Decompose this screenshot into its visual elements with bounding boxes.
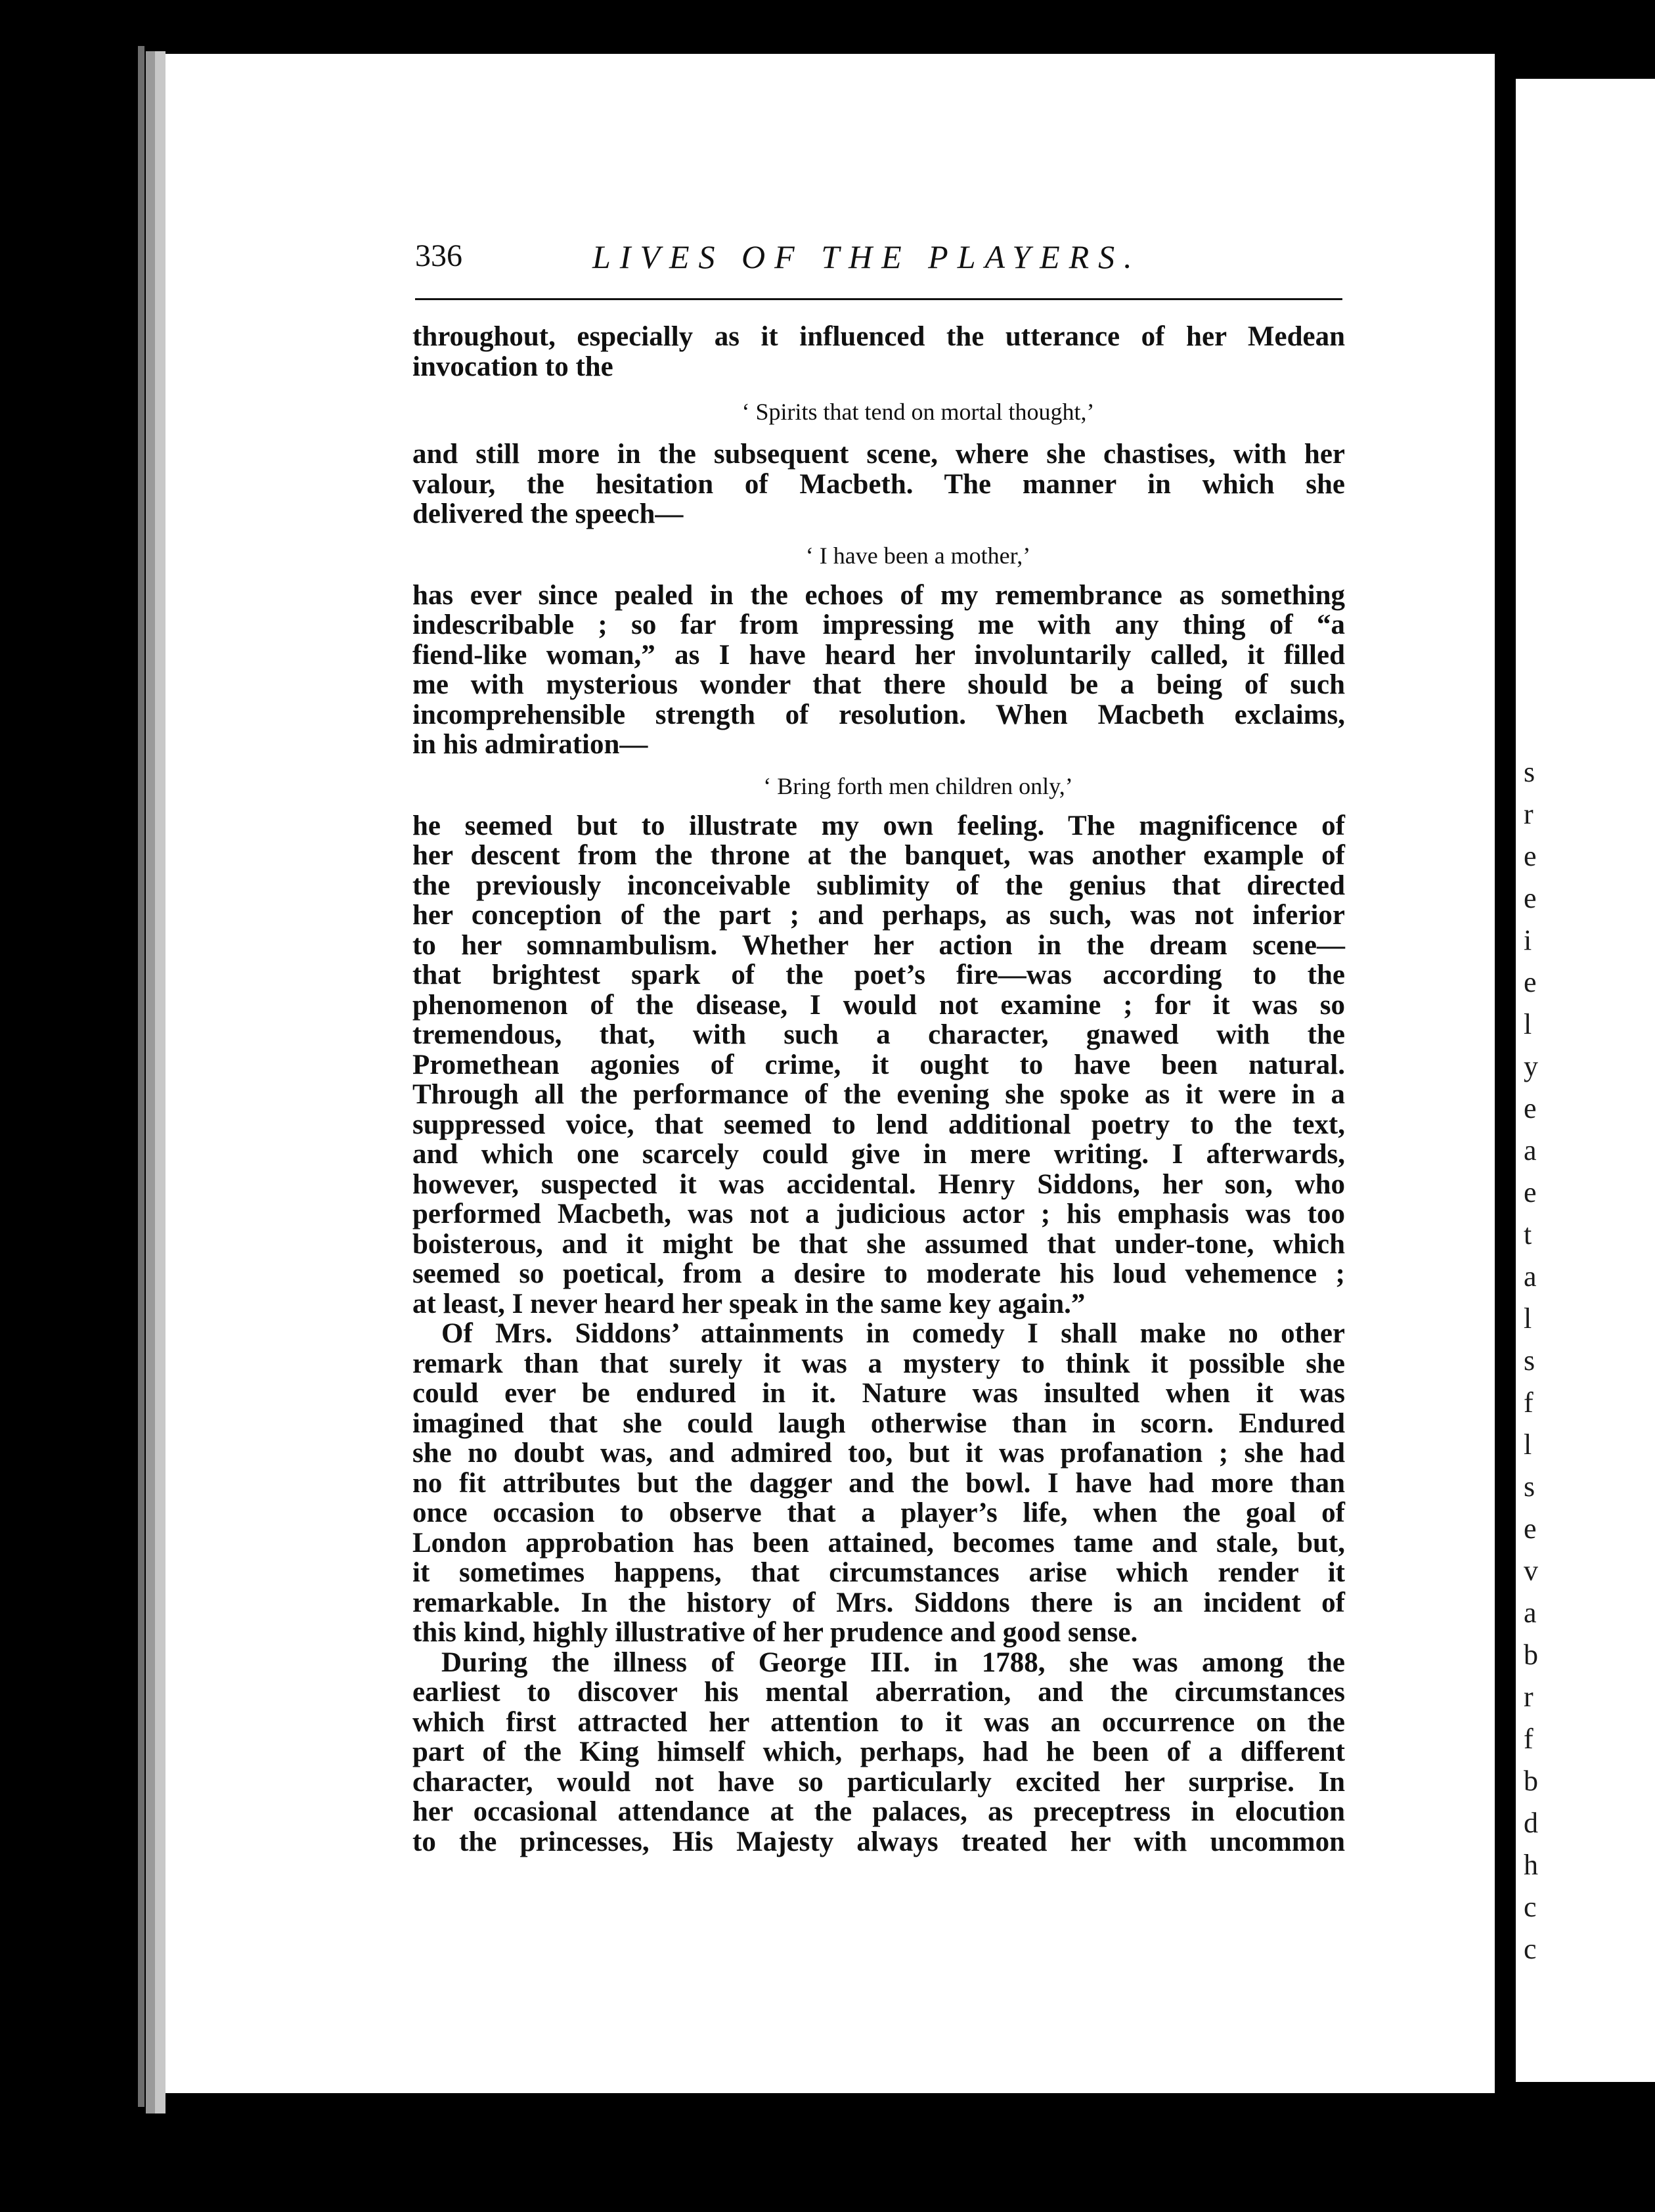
text-line: could ever be endured in it. Nature was insulted when it was bbox=[412, 1378, 1345, 1409]
text-line: fiend-like woman,” as I have heard her involuntarily called, it filled bbox=[412, 639, 1345, 671]
text-line: and which one scarcely could give in mere writing. I afterwards, bbox=[412, 1139, 1345, 1170]
running-head: LIVES OF THE PLAYERS. bbox=[592, 238, 1141, 275]
text-line: however, suspected it was accidental. Henry Siddons, her son, who bbox=[412, 1168, 1345, 1200]
facing-page-fragment: e bbox=[1524, 1513, 1537, 1545]
text-line: earliest to discover his mental aberration, and the circumstances bbox=[412, 1677, 1345, 1708]
facing-page-fragment: c bbox=[1524, 1891, 1537, 1923]
facing-page-fragment: f bbox=[1524, 1386, 1534, 1419]
facing-page-fragment: h bbox=[1524, 1849, 1538, 1881]
facing-page-fragment: r bbox=[1524, 1681, 1534, 1713]
text-line: her descent from the throne at the banquet, was another example of bbox=[412, 840, 1345, 871]
text-line: phenomenon of the disease, I would not examine ; for it was so bbox=[412, 989, 1345, 1021]
text-line: which first attracted her attention to it was an occurrence on the bbox=[412, 1706, 1345, 1738]
text-line: invocation to the bbox=[412, 351, 613, 382]
text-line: valour, the hesitation of Macbeth. The manner in which she bbox=[412, 468, 1345, 500]
facing-page-fragment: b bbox=[1524, 1765, 1538, 1797]
text-line: it sometimes happens, that circumstances arise which render it bbox=[412, 1557, 1345, 1588]
text-line: remarkable. In the history of Mrs. Siddons there is an incident of bbox=[412, 1587, 1345, 1618]
page-number: 336 bbox=[415, 238, 462, 273]
text-line: delivered the speech— bbox=[412, 498, 684, 529]
text-line: boisterous, and it might be that she assumed that under-tone, which bbox=[412, 1228, 1345, 1260]
facing-page-fragment: s bbox=[1524, 1344, 1535, 1377]
facing-page-fragment: e bbox=[1524, 1092, 1537, 1124]
text-line: London approbation has been attained, becomes tame and stale, but, bbox=[412, 1527, 1345, 1559]
text-line: seemed so poetical, from a desire to moderate his loud vehemence ; bbox=[412, 1258, 1345, 1289]
facing-page-fragment: a bbox=[1524, 1597, 1537, 1629]
text-line: in his admiration— bbox=[412, 729, 648, 760]
page-header bbox=[415, 238, 1342, 300]
facing-page-fragment: i bbox=[1524, 924, 1532, 956]
facing-page-fragment: f bbox=[1524, 1723, 1534, 1755]
text-line: to the princesses, His Majesty always treated her with uncommon bbox=[412, 1826, 1345, 1857]
paragraph-3 bbox=[412, 581, 1345, 760]
text-line: throughout, especially as it influenced the utterance of her Medean bbox=[412, 321, 1345, 352]
text-line: imagined that she could laugh otherwise than in scorn. Endured bbox=[412, 1407, 1345, 1439]
facing-page-fragment: b bbox=[1524, 1639, 1538, 1671]
text-line: During the illness of George III. in 1788, she was among the bbox=[441, 1647, 1345, 1678]
facing-page-fragment: y bbox=[1524, 1050, 1538, 1082]
text-line: no fit attributes but the dagger and the bowl. I have had more than bbox=[412, 1467, 1345, 1499]
text-line: this kind, highly illustrative of her prudence and good sense. bbox=[412, 1617, 1138, 1648]
facing-page-fragment: c bbox=[1524, 1933, 1537, 1965]
text-line: incomprehensible strength of resolution. When Macbeth exclaims, bbox=[412, 699, 1345, 730]
body-text bbox=[412, 322, 1345, 1857]
facing-page-edge bbox=[1516, 79, 1655, 2082]
text-line: that brightest spark of the poet’s fire—was according to the bbox=[412, 960, 1345, 990]
text-line: Of Mrs. Siddons’ attainments in comedy I shall make no other bbox=[441, 1318, 1345, 1349]
page-edges-highlight bbox=[155, 51, 166, 2113]
facing-page-fragment: e bbox=[1524, 966, 1537, 998]
text-line: has ever since pealed in the echoes of my remembrance as something bbox=[412, 579, 1345, 611]
facing-page-fragment: t bbox=[1524, 1218, 1532, 1250]
text-line: her occasional attendance at the palaces, as preceptress in elocution bbox=[412, 1796, 1345, 1827]
facing-page-fragment: l bbox=[1524, 1008, 1532, 1040]
text-line: suppressed voice, that seemed to lend additional poetry to the text, bbox=[412, 1109, 1345, 1140]
text-line: her conception of the part ; and perhaps, as such, was not inferior bbox=[412, 900, 1345, 931]
paragraph-1 bbox=[412, 322, 1345, 382]
paragraph-5 bbox=[412, 1319, 1345, 1648]
text-line: character, would not have so particularly excited her surprise. In bbox=[412, 1766, 1345, 1798]
text-line: part of the King himself which, perhaps, had he been of a different bbox=[412, 1736, 1345, 1767]
text-line: Promethean agonies of crime, it ought to have been natural. bbox=[412, 1049, 1345, 1080]
facing-page-fragment: a bbox=[1524, 1134, 1537, 1166]
text-line: Through all the performance of the evening she spoke as it were in a bbox=[412, 1079, 1345, 1110]
facing-page-fragment: d bbox=[1524, 1807, 1538, 1839]
paragraph-6 bbox=[412, 1648, 1345, 1857]
paragraph-2 bbox=[412, 439, 1345, 529]
facing-page-fragment: l bbox=[1524, 1302, 1532, 1335]
text-line: tremendous, that, with such a character, gnawed with the bbox=[412, 1019, 1345, 1050]
text-line: me with mysterious wonder that there should be a being of such bbox=[412, 669, 1345, 700]
text-line: performed Macbeth, was not a judicious actor ; his emphasis was too bbox=[412, 1199, 1345, 1229]
facing-page-fragment: l bbox=[1524, 1428, 1532, 1461]
block-quote: ‘ Bring forth men children only,’ bbox=[763, 772, 1073, 799]
book-gutter-shadow bbox=[138, 46, 144, 2107]
text-line: she no doubt was, and admired too, but it was profanation ; she had bbox=[412, 1438, 1345, 1469]
text-line: remark than that surely it was a mystery to think it possible she bbox=[412, 1348, 1345, 1379]
text-line: he seemed but to illustrate my own feeling. The magnificence of bbox=[412, 810, 1345, 841]
text-line: at least, I never heard her speak in the same key again.” bbox=[412, 1288, 1086, 1319]
facing-page-fragment: e bbox=[1524, 882, 1537, 914]
text-line: indescribable ; so far from impressing me with any thing of “a bbox=[412, 609, 1345, 640]
facing-page-fragment: v bbox=[1524, 1555, 1538, 1587]
facing-page-fragment: e bbox=[1524, 840, 1537, 872]
text-line: the previously inconceivable sublimity of the genius that directed bbox=[412, 870, 1345, 901]
facing-page-fragment: e bbox=[1524, 1176, 1537, 1208]
text-line: and still more in the subsequent scene, where she chastises, with her bbox=[412, 439, 1345, 470]
facing-page-fragment: s bbox=[1524, 756, 1535, 788]
block-quote: ‘ Spirits that tend on mortal thought,’ bbox=[741, 399, 1095, 425]
paragraph-4 bbox=[412, 811, 1345, 1319]
block-quote: ‘ I have been a mother,’ bbox=[805, 542, 1031, 569]
text-line: to her somnambulism. Whether her action in the dream scene— bbox=[412, 929, 1345, 961]
text-line: once occasion to observe that a player’s life, when the goal of bbox=[412, 1497, 1345, 1528]
facing-page-fragment: s bbox=[1524, 1471, 1535, 1503]
facing-page-fragment: r bbox=[1524, 798, 1534, 830]
facing-page-fragment: a bbox=[1524, 1260, 1537, 1293]
